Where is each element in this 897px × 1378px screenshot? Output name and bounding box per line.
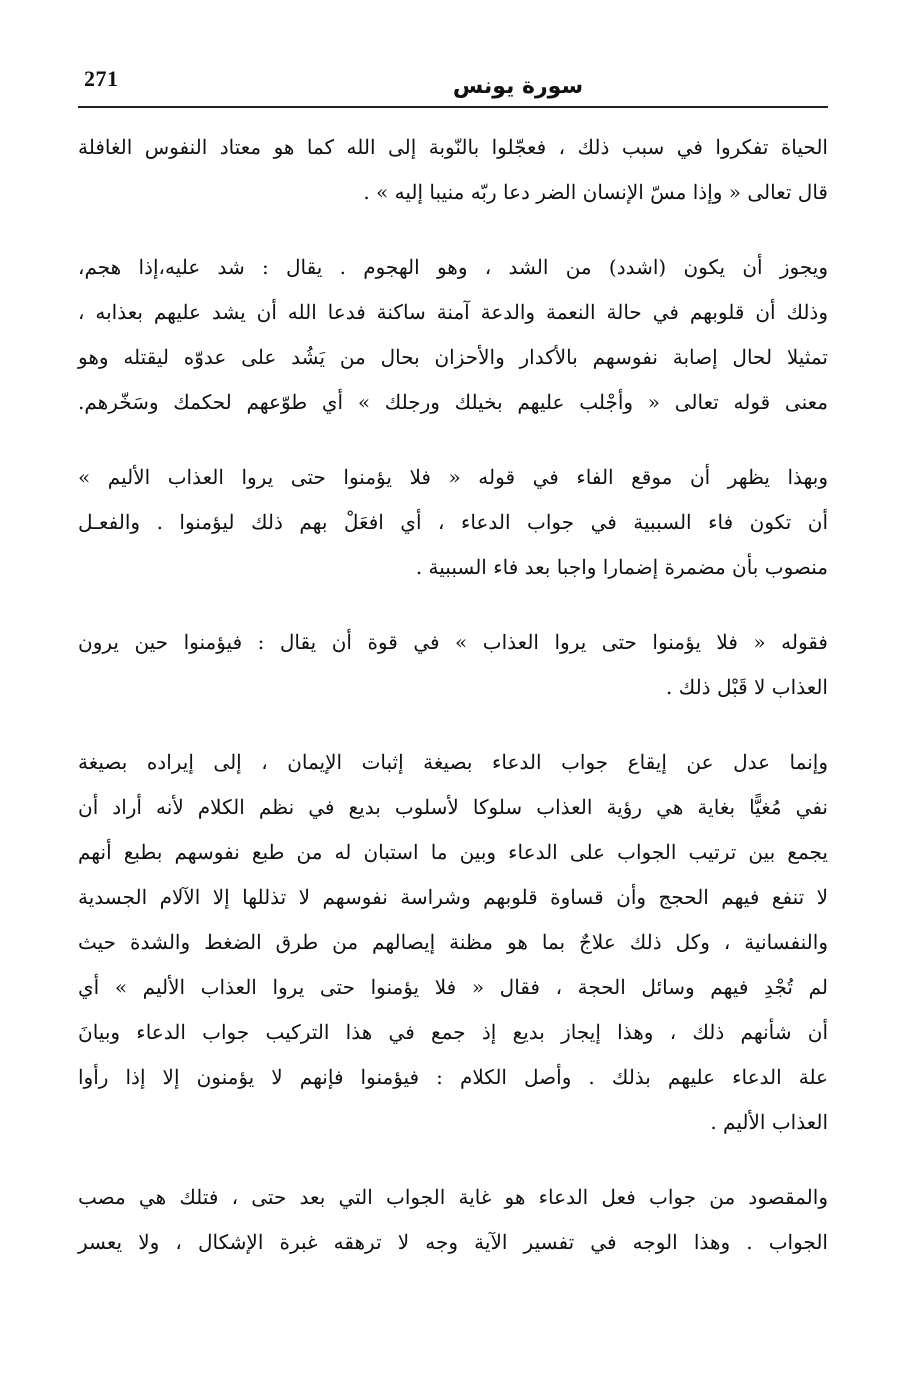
paragraph-1 <box>78 125 828 215</box>
text-line: علة الدعاء عليهم بذلك . وأصل الكلام : فيؤمنوا فإنهم لا يؤمنون إلا إذا رأوا <box>78 1065 828 1089</box>
text-line: نفي مُغيًّا بغاية هي رؤية العذاب سلوكا لأسلوب بديع في نظم الكلام لأنه أراد أن <box>78 795 828 819</box>
paragraph-2 <box>78 245 828 425</box>
text-line: العذاب الأليم . <box>710 1110 828 1134</box>
text-line: قال تعالى « وإذا مسّ الإنسان الضر دعا ربّه منيبا إليه » . <box>363 180 828 204</box>
text-line: وإنما عدل عن إيقاع جواب الدعاء بصيغة إثبات الإيمان ، إلى إيراده بصيغة <box>78 750 828 774</box>
text-line: أن شأنهم ذلك ، وهذا إيجاز بديع إذ جمع في هذا التركيب جواب الدعاء وبيانَ <box>78 1020 828 1044</box>
text-line: فقوله « فلا يؤمنوا حتى يروا العذاب » في قوة أن يقال : فيؤمنوا حين يرون <box>78 630 828 654</box>
page-number: 271 <box>84 66 119 91</box>
text-line: تمثيلا لحال إصابة نفوسهم بالأكدار والأحزان بحال من يَشُد على عدوّه ليقتله وهو <box>78 345 828 369</box>
paragraph-6 <box>78 1175 828 1265</box>
paragraph-5 <box>78 740 828 1145</box>
text-line: وذلك أن قلوبهم في حالة النعمة والدعة آمنة ساكنة فدعا الله أن يشد عليهم بعذابه ، <box>78 300 828 324</box>
paragraph-3 <box>78 455 828 590</box>
paragraph-4 <box>78 620 828 710</box>
text-line: ويجوز أن يكون (اشدد) من الشد ، وهو الهجوم . يقال : شد عليه،إذا هجم، <box>78 255 828 279</box>
page-header <box>78 66 828 110</box>
text-line: والنفسانية ، وكل ذلك علاجٌ بما هو مظنة إيصالهم من طرق الضغط والشدة حيث <box>78 930 828 954</box>
text-line: الحياة تفكروا في سبب ذلك ، فعجّلوا بالنّوبة إلى الله كما هو معتاد النفوس الغافلة <box>78 135 828 159</box>
text-line: والمقصود من جواب فعل الدعاء هو غاية الجواب التي بعد حتى ، فتلك هي مصب <box>78 1185 828 1209</box>
text-line: معنى قوله تعالى « وأجْلب عليهم بخيلك ورجلك » أي طوّعهم لحكمك وسَخّرهم. <box>78 390 828 414</box>
text-line: الجواب . وهذا الوجه في تفسير الآية وجه لا ترهقه غبرة الإشكال ، ولا يعسر <box>78 1230 828 1254</box>
running-title: سورة يونس <box>452 74 584 99</box>
text-line: وبهذا يظهر أن موقع الفاء في قوله « فلا يؤمنوا حتى يروا العذاب الأليم » <box>78 465 828 489</box>
text-line: أن تكون فاء السببية في جواب الدعاء ، أي افعَلْ بهم ذلك ليؤمنوا . والفعـل <box>78 510 828 534</box>
header-rule <box>78 106 828 108</box>
text-line: يجمع بين ترتيب الجواب على الدعاء وبين ما استبان له من طبع نفوسهم بطبع أنهم <box>78 840 828 864</box>
text-line: منصوب بأن مضمرة إضمارا واجبا بعد فاء السببية . <box>415 555 828 579</box>
text-line: العذاب لا قَبْل ذلك . <box>666 675 828 699</box>
text-line: لا تنفع فيهم الحجج وأن قساوة قلوبهم وشراسة نفوسهم لا تذللها إلا الآلام الجسدية <box>78 885 828 909</box>
text-line: لم تُجْدِ فيهم وسائل الحجة ، فقال « فلا يؤمنوا حتى يروا العذاب الأليم » أي <box>78 975 828 999</box>
body-text <box>78 125 828 1295</box>
